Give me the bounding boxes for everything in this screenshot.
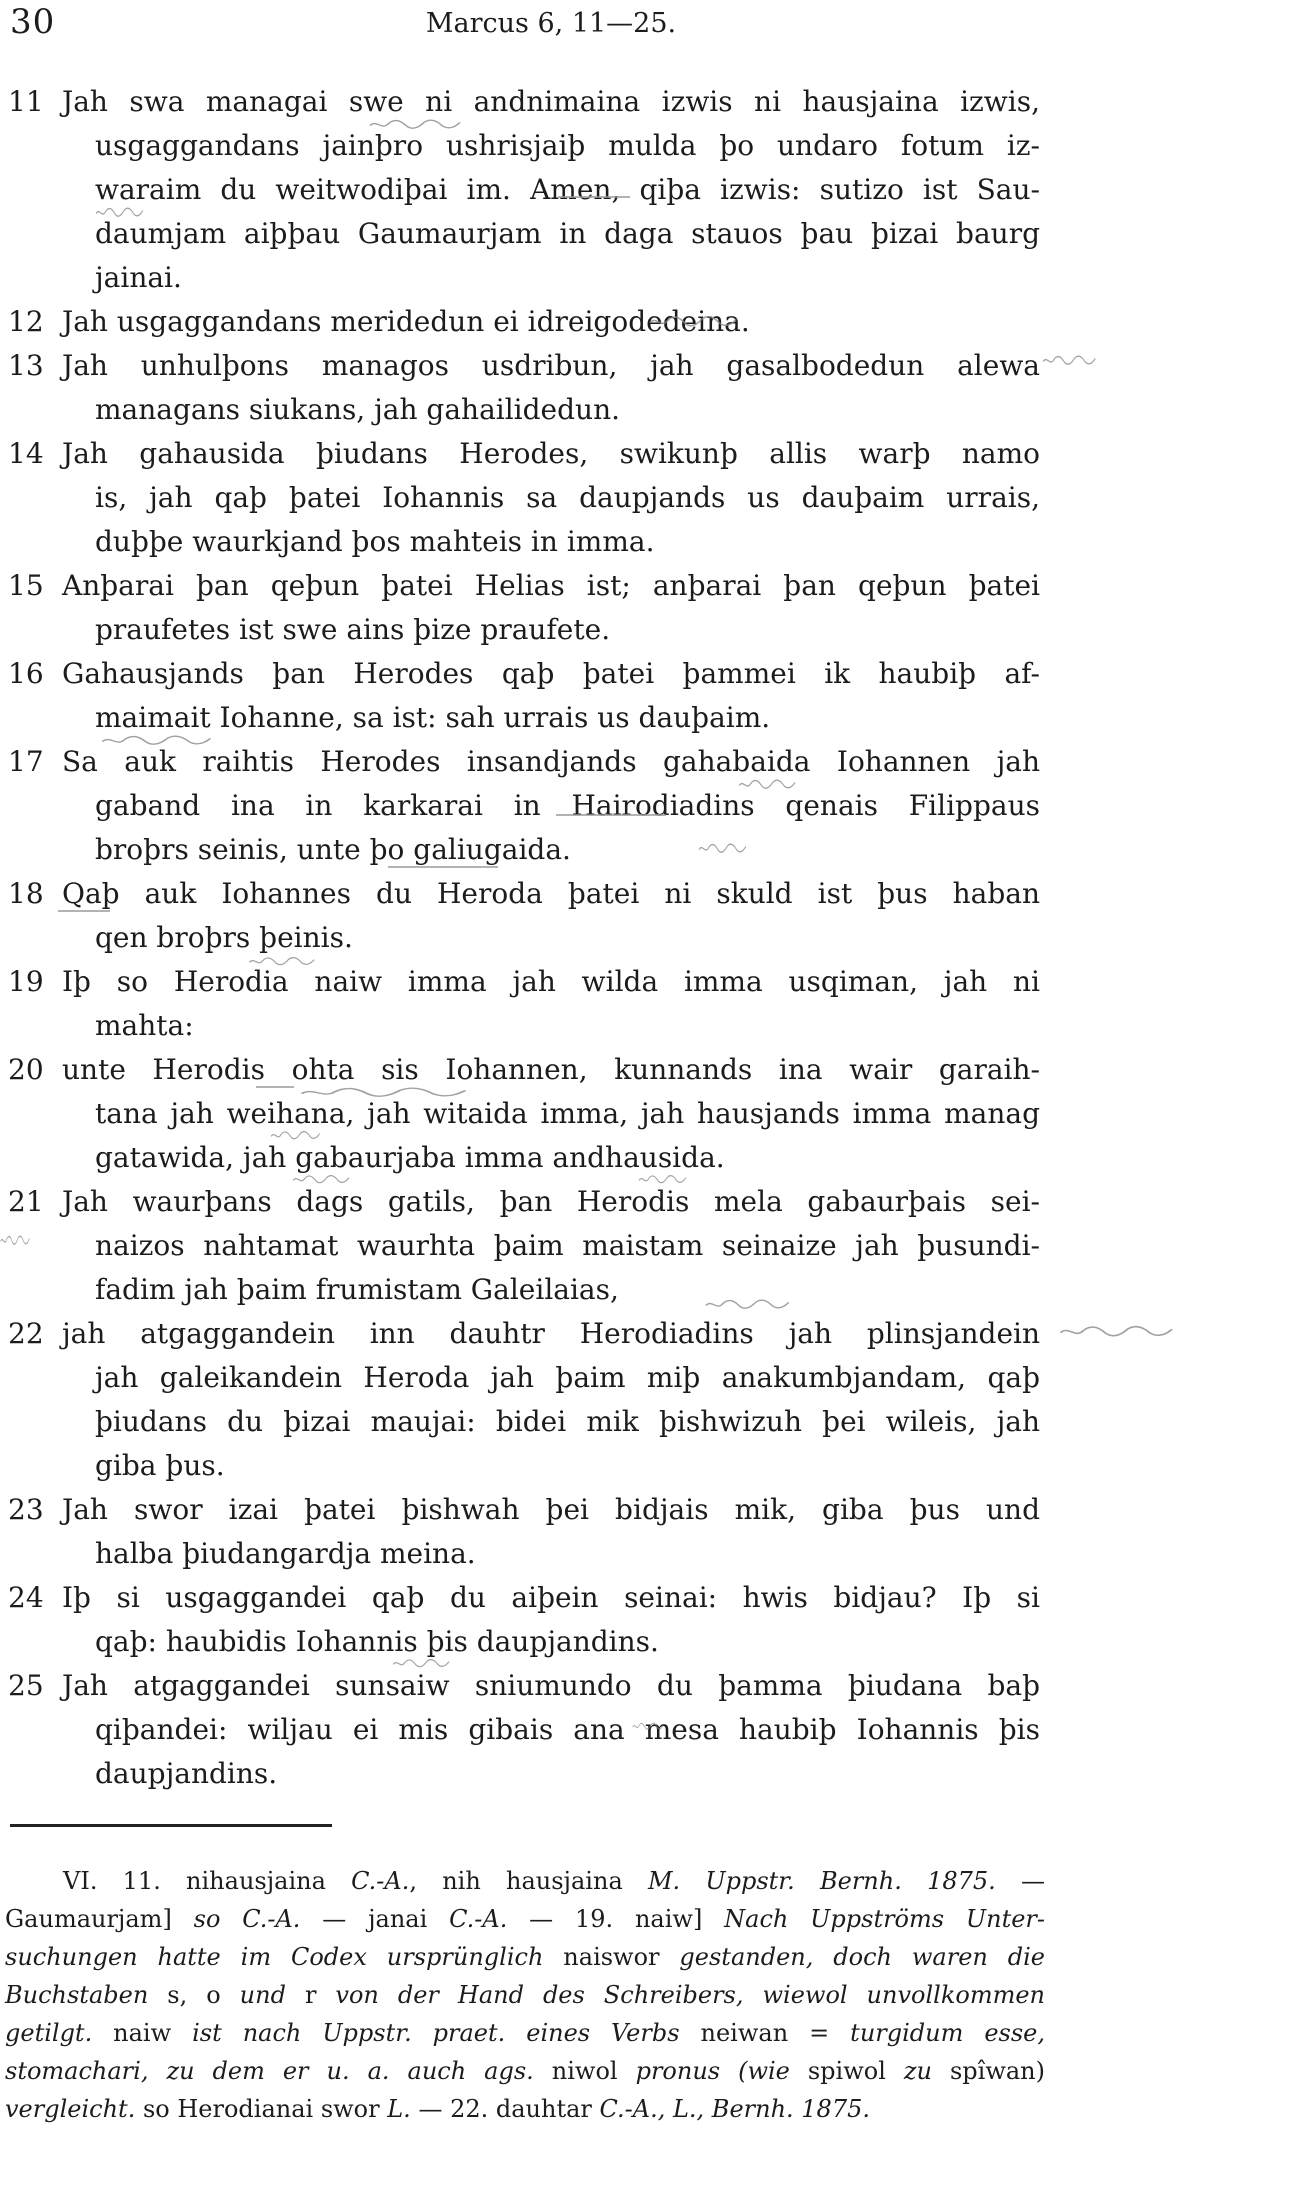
- verse-number: 14: [8, 437, 44, 470]
- verse-number: 19: [8, 965, 44, 998]
- footnote-line: [5, 2014, 1045, 2052]
- verse: [0, 740, 1304, 872]
- footnote-italic-segment: gestanden, doch waren die: [679, 1943, 1045, 1971]
- verse: [0, 1576, 1304, 1664]
- footnote-line: [5, 1862, 1045, 1900]
- scripture-text: [0, 80, 1304, 1796]
- verse-line: broþrs seinis, unte þo galiugaida.: [95, 833, 571, 866]
- verse-text: [0, 564, 1304, 652]
- footnote-italic-segment: Nach Uppströms Unter-: [724, 1905, 1046, 1933]
- verse-line: Sa auk raihtis Herodes insandjands gahabaida Iohannen jah: [62, 745, 1040, 778]
- footnote-segment: spîwan): [949, 2057, 1045, 2085]
- footnote-italic-segment: C.-A.: [351, 1867, 410, 1895]
- verse-text: [0, 1312, 1304, 1488]
- footnote-segment: —: [995, 1867, 1046, 1895]
- footnote-italic-segment: ist nach Uppstr. praet. eines Verbs: [192, 2019, 701, 2047]
- footnote-segment: — janai: [300, 1905, 450, 1933]
- verse-line: managans siukans, jah gahailidedun.: [95, 393, 621, 426]
- verse-line: giba þus.: [95, 1449, 225, 1482]
- verse-number: 16: [8, 657, 44, 690]
- verse-number: 21: [8, 1185, 44, 1218]
- verse-line: naizos nahtamat waurhta þaim maistam seinaize jah þusundi-: [95, 1229, 1040, 1262]
- verse-line: Qaþ auk Iohannes du Heroda þatei ni skuld ist þus haban: [62, 877, 1040, 910]
- page-number: 30: [10, 2, 56, 42]
- verse-number: 13: [8, 349, 44, 382]
- verse-line: Jah usgaggandans meridedun ei idreigodedeina.: [62, 305, 750, 338]
- verse-line: Jah waurþans dags gatils, þan Herodis mela gabaurþais sei-: [62, 1185, 1040, 1218]
- footnote-segment: neiwan =: [700, 2019, 851, 2047]
- footnote-italic-segment: Buchstaben: [5, 1981, 168, 2009]
- verse-text: [0, 1664, 1304, 1796]
- footnote-italic-segment: M. Uppstr. Bernh. 1875.: [647, 1867, 996, 1895]
- footnote-italic-segment: suchungen hatte im Codex ursprünglich: [5, 1943, 564, 1971]
- verse-text: [0, 344, 1304, 432]
- verse: [0, 564, 1304, 652]
- footnote-segment: so Herodianai swor: [142, 2095, 388, 2123]
- verse-text: [0, 1180, 1304, 1312]
- verse-text: [0, 1576, 1304, 1664]
- verse-line: gatawida, jah gabaurjaba imma andhausida.: [95, 1141, 725, 1174]
- verse: [0, 432, 1304, 564]
- verse: [0, 1048, 1304, 1180]
- verse-line: jah galeikandein Heroda jah þaim miþ anakumbjandam, qaþ: [95, 1361, 1040, 1394]
- verse-line: gaband ina in karkarai in Hairodiadins qenais Filippaus: [95, 789, 1040, 822]
- verse-line: is, jah qaþ þatei Iohannis sa daupjands us dauþaim urrais,: [95, 481, 1040, 514]
- verse: [0, 1312, 1304, 1488]
- footnote-italic-segment: stomachari, zu dem er u. a. auch ags.: [5, 2057, 552, 2085]
- footnote-italic-segment: zu: [903, 2057, 950, 2085]
- verse-line: Jah gahausida þiudans Herodes, swikunþ allis warþ namo: [62, 437, 1040, 470]
- footnote-segment: naiw: [113, 2019, 193, 2047]
- footnote-italic-segment: turgidum esse,: [850, 2019, 1045, 2047]
- verse: [0, 344, 1304, 432]
- footnote-segment: niwol: [551, 2057, 636, 2085]
- footnote-segment: VI. 11. nihausjaina: [63, 1867, 352, 1895]
- verse-line: qen broþrs þeinis.: [95, 921, 353, 954]
- verse-text: [0, 80, 1304, 300]
- footnote-italic-segment: so C.-A.: [193, 1905, 301, 1933]
- verse-text: [0, 872, 1304, 960]
- verse-line: qaþ: haubidis Iohannis þis daupjandins.: [95, 1625, 659, 1658]
- footnote-segment: r: [304, 1981, 336, 2009]
- verse-text: [0, 740, 1304, 872]
- verse-line: Jah unhulþons managos usdribun, jah gasalbodedun alewa: [62, 349, 1040, 382]
- verse-number: 17: [8, 745, 44, 778]
- verse-line: duþþe waurkjand þos mahteis in imma.: [95, 525, 655, 558]
- verse-line: halba þiudangardja meina.: [95, 1537, 476, 1570]
- verse: [0, 80, 1304, 300]
- verse-line: Iþ si usgaggandei qaþ du aiþein seinai: hwis bidjau? Iþ si: [62, 1581, 1040, 1614]
- footnote-segment: — 22. dauhtar: [410, 2095, 600, 2123]
- footnote-italic-segment: und: [239, 1981, 305, 2009]
- footnote-line: [5, 1976, 1045, 2014]
- verse-line: Anþarai þan qeþun þatei Helias ist; anþarai þan qeþun þatei: [62, 569, 1040, 602]
- verse-text: [0, 300, 1304, 344]
- verse-line: Jah swa managai swe ni andnimaina izwis ni hausjaina izwis,: [62, 85, 1040, 118]
- verse-text: [0, 432, 1304, 564]
- verse-text: [0, 1488, 1304, 1576]
- verse-line: Iþ so Herodia naiw imma jah wilda imma usqiman, jah ni: [62, 965, 1040, 998]
- footnote-segment: spiwol: [807, 2057, 904, 2085]
- footnote-italic-segment: pronus (wie: [635, 2057, 808, 2085]
- verse-number: 24: [8, 1581, 44, 1614]
- verse-number: 11: [8, 85, 44, 118]
- footnote-segment: Gaumaurjam]: [5, 1905, 194, 1933]
- footnote-segment: , nih hausjaina: [409, 1867, 648, 1895]
- footnote-line: [5, 1938, 1045, 1976]
- verse: [0, 1180, 1304, 1312]
- verse-line: Gahausjands þan Herodes qaþ þatei þammei ik haubiþ af-: [62, 657, 1040, 690]
- verse-line: daumjam aiþþau Gaumaurjam in daga stauos þau þizai baurg: [95, 217, 1040, 250]
- verse-text: [0, 652, 1304, 740]
- verse: [0, 300, 1304, 344]
- verse: [0, 652, 1304, 740]
- verse: [0, 1664, 1304, 1796]
- footnote-italic-segment: L.: [387, 2095, 411, 2123]
- verse-text: [0, 1048, 1304, 1180]
- verse: [0, 960, 1304, 1048]
- verse-number: 23: [8, 1493, 44, 1526]
- verse-number: 25: [8, 1669, 44, 1702]
- footnote-line: [5, 2090, 1045, 2128]
- verse-line: tana jah weihana, jah witaida imma, jah hausjands imma manag: [95, 1097, 1040, 1130]
- verse-line: unte Herodis ohta sis Iohannen, kunnands ina wair garaih-: [62, 1053, 1040, 1086]
- verse-number: 22: [8, 1317, 44, 1350]
- verse: [0, 872, 1304, 960]
- verse-number: 18: [8, 877, 44, 910]
- verse-line: Jah atgaggandei sunsaiw sniumundo du þamma þiudana baþ: [62, 1669, 1040, 1702]
- footnote-segment: s, o: [167, 1981, 240, 2009]
- footnote-italic-segment: von der Hand des Schreibers, wiewol unvollkommen: [335, 1981, 1045, 2009]
- verse-line: daupjandins.: [95, 1757, 278, 1790]
- footnote-italic-segment: vergleicht.: [5, 2095, 143, 2123]
- running-header: Marcus 6, 11—25.: [425, 8, 677, 39]
- verse-number: 12: [8, 305, 44, 338]
- verse: [0, 1488, 1304, 1576]
- footnote-rule: [10, 1824, 332, 1827]
- verse-line: jah atgaggandein inn dauhtr Herodiadins jah plinsjandein: [62, 1317, 1040, 1350]
- verse-line: Jah swor izai þatei þishwah þei bidjais mik, giba þus und: [62, 1493, 1040, 1526]
- verse-line: mahta:: [95, 1009, 194, 1042]
- footnote-segment: — 19. naiw]: [507, 1905, 725, 1933]
- footnote-italic-segment: getilgt.: [5, 2019, 114, 2047]
- verse-number: 20: [8, 1053, 44, 1086]
- verse-line: maimait Iohanne, sa ist: sah urrais us dauþaim.: [95, 701, 771, 734]
- verse-line: qiþandei: wiljau ei mis gibais ana mesa haubiþ Iohannis þis: [95, 1713, 1040, 1746]
- footnote-line: [5, 1900, 1045, 1938]
- verse-line: waraim du weitwodiþai im. Amen, qiþa izwis: sutizo ist Sau-: [95, 173, 1040, 206]
- verse-line: usgaggandans jainþro ushrisjaiþ mulda þo undaro fotum iz-: [95, 129, 1040, 162]
- verse-number: 15: [8, 569, 44, 602]
- footnote-line: [5, 2052, 1045, 2090]
- verse-line: þiudans du þizai maujai: bidei mik þishwizuh þei wileis, jah: [95, 1405, 1040, 1438]
- footnote-segment: naiswor: [563, 1943, 680, 1971]
- footnotes: [5, 1862, 1045, 2128]
- footnote-italic-segment: C.-A.: [449, 1905, 508, 1933]
- verse-text: [0, 960, 1304, 1048]
- footnote-italic-segment: C.-A., L., Bernh. 1875.: [599, 2095, 870, 2123]
- verse-line: praufetes ist swe ains þize praufete.: [95, 613, 611, 646]
- verse-line: fadim jah þaim frumistam Galeilaias,: [95, 1273, 619, 1306]
- verse-line: jainai.: [95, 261, 182, 294]
